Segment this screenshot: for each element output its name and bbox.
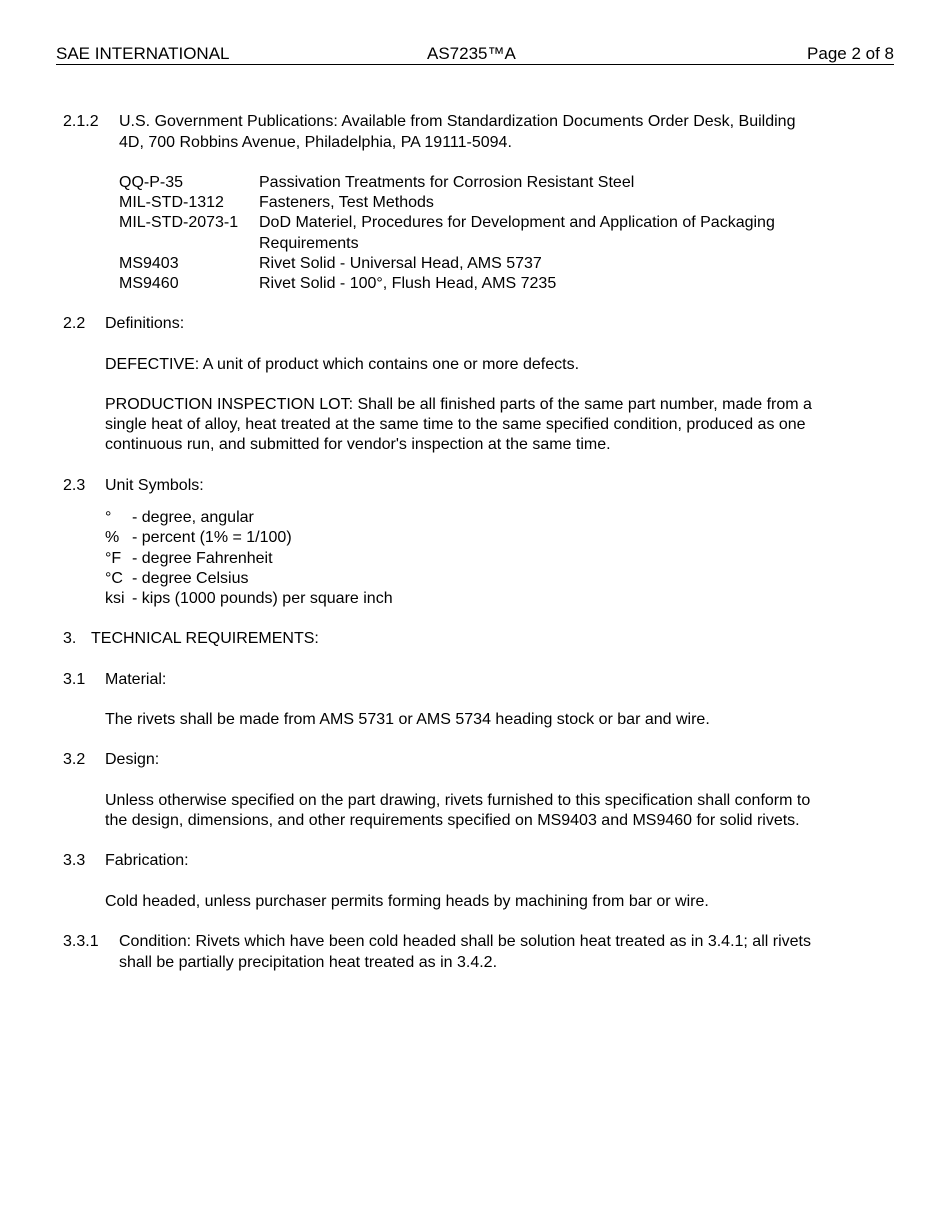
- section-heading: Design:: [105, 751, 160, 768]
- section-number: 3.2: [63, 751, 86, 768]
- unit-description: - degree Celsius: [132, 570, 249, 587]
- header-page-number: Page 2 of 8: [807, 44, 894, 63]
- section-body: Cold headed, unless purchaser permits forming heads by machining from bar or wire.: [105, 893, 709, 910]
- reference-title: Fasteners, Test Methods: [259, 194, 434, 211]
- section-number: 2.3: [63, 477, 86, 494]
- reference-code: QQ-P-35: [119, 174, 184, 191]
- reference-title: Passivation Treatments for Corrosion Resistant Steel: [259, 174, 635, 191]
- section-heading: Material:: [105, 671, 167, 688]
- section-body: The rivets shall be made from AMS 5731 or AMS 5734 heading stock or bar and wire.: [105, 711, 710, 728]
- header-org: SAE INTERNATIONAL: [56, 44, 230, 63]
- header-doc-number: AS7235™A: [427, 44, 516, 63]
- section-number: 3.: [63, 630, 77, 647]
- section-number: 3.3: [63, 852, 86, 869]
- reference-title-continued: Requirements: [259, 235, 359, 252]
- definition-lot-line: single heat of alloy, heat treated at the same time to the same specified condition, produced as one: [105, 416, 806, 433]
- section-number: 2.2: [63, 315, 86, 332]
- unit-symbol: °C: [105, 570, 123, 587]
- section-number: 2.1.2: [63, 113, 99, 130]
- section-number: 3.3.1: [63, 933, 99, 950]
- section-heading: Fabrication:: [105, 852, 189, 869]
- reference-code: MS9403: [119, 255, 179, 272]
- page-header: [56, 44, 894, 65]
- unit-symbol: ksi: [105, 590, 125, 607]
- section-body-line: the design, dimensions, and other requirements specified on MS9403 and MS9460 for solid rivets.: [105, 812, 800, 829]
- section-text-line: U.S. Government Publications: Available from Standardization Documents Order Desk, Building: [119, 113, 796, 130]
- unit-symbol: °: [105, 509, 112, 526]
- section-heading: TECHNICAL REQUIREMENTS:: [91, 630, 319, 647]
- definition-defective: DEFECTIVE: A unit of product which contains one or more defects.: [105, 356, 580, 373]
- unit-symbol: °F: [105, 550, 122, 567]
- reference-code: MIL-STD-1312: [119, 194, 224, 211]
- section-text-line: 4D, 700 Robbins Avenue, Philadelphia, PA 19111-5094.: [119, 134, 512, 151]
- definition-lot-line: PRODUCTION INSPECTION LOT: Shall be all finished parts of the same part number, made from a: [105, 396, 812, 413]
- unit-description: - kips (1000 pounds) per square inch: [132, 590, 393, 607]
- unit-description: - degree, angular: [132, 509, 254, 526]
- reference-title: Rivet Solid - Universal Head, AMS 5737: [259, 255, 542, 272]
- unit-description: - percent (1% = 1/100): [132, 529, 292, 546]
- reference-code: MS9460: [119, 275, 179, 292]
- section-body-line: Unless otherwise specified on the part drawing, rivets furnished to this specification shall conform to: [105, 792, 811, 809]
- reference-code: MIL-STD-2073-1: [119, 214, 239, 231]
- definition-lot-line: continuous run, and submitted for vendor's inspection at the same time.: [105, 436, 611, 453]
- section-body-line: shall be partially precipitation heat treated as in 3.4.2.: [119, 954, 498, 971]
- reference-title: DoD Materiel, Procedures for Development and Application of Packaging: [259, 214, 775, 231]
- reference-title: Rivet Solid - 100°, Flush Head, AMS 7235: [259, 275, 557, 292]
- section-body-line: Condition: Rivets which have been cold headed shall be solution heat treated as in 3.4.1; all rivets: [119, 933, 811, 950]
- section-heading: Unit Symbols:: [105, 477, 204, 494]
- unit-symbol: %: [105, 529, 120, 546]
- section-number: 3.1: [63, 671, 86, 688]
- section-heading: Definitions:: [105, 315, 185, 332]
- unit-description: - degree Fahrenheit: [132, 550, 273, 567]
